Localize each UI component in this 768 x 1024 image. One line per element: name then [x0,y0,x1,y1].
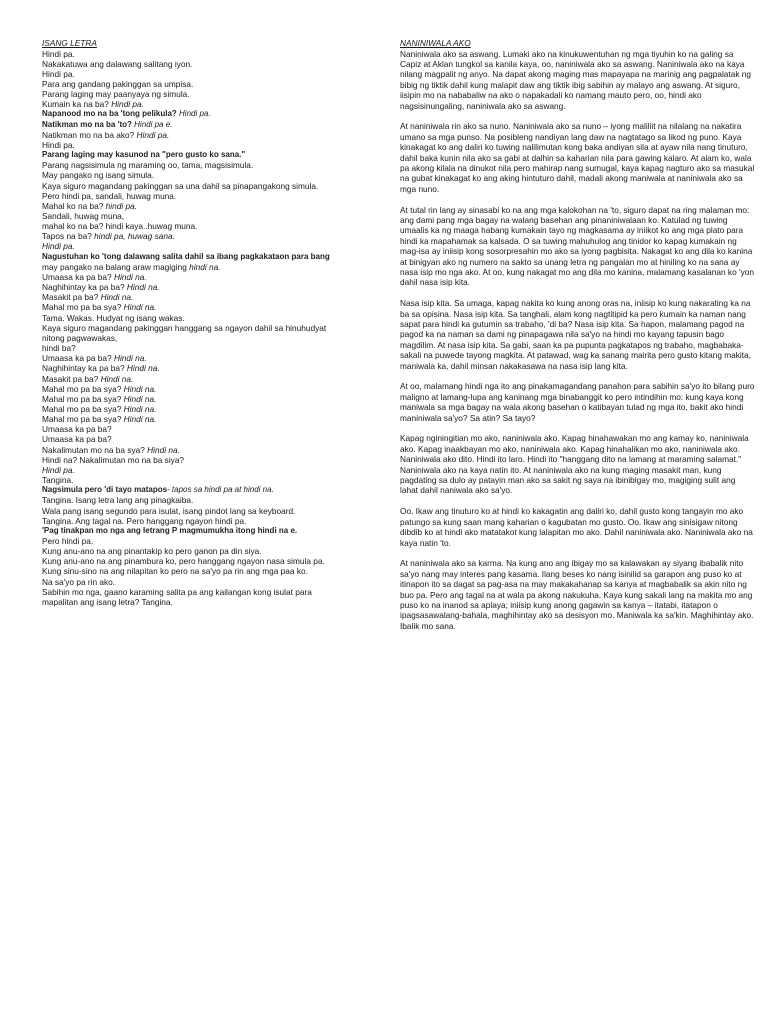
poem-line-reply: Hindi na. [100,373,134,384]
poem-line-text: Para ang gandang pakinggan sa umpisa. [42,78,194,89]
poem-line-text: Parang laging may kasunod na "pero gusto ko sana." [42,150,246,160]
poem-line-text: Mahal mo pa ba sya? [42,393,124,404]
poem-line-text: Hindi na? Nakalimutan mo na ba siya? [42,454,185,465]
poem-line-text: Na sa'yo pa rin ako. [42,576,116,587]
poem-line [42,597,382,607]
poem-line [42,302,382,312]
poem-line-text: Hindi pa. [42,48,75,59]
poem-line-text: Tangina. Isang letra lang ang pinagkaiba. [42,495,194,506]
essay-body [400,49,755,632]
poem-line [42,160,382,170]
poem-line-text: Natikman mo na ba 'to? [42,119,135,129]
essay-title: NANINIWALA AKO [400,38,471,48]
poem-line-text: Wala pang isang segundo para isulat, isang pindot lang sa keyboard. [42,505,296,516]
poem-line [42,170,382,180]
poem-line-text: Umaasa ka pa ba? [42,353,114,364]
poem-line [42,49,382,59]
poem-line [42,99,382,109]
poem-line-reply: Hindi na. [123,302,157,313]
poem-line-text: Mahal mo pa ba sya? [42,302,124,313]
poem-line [42,282,382,292]
poem-line-text: Kumain ka na ba? [42,99,112,110]
poem-line-text: Mahal ko na ba? [42,200,106,211]
poem-line-text: Tapos na ba? [42,231,95,242]
poem-line-text: Tama. Wakas. Hudyat ng isang wakas. [42,312,185,323]
poem-line [42,79,382,89]
poem-line-reply: Hindi na. [123,414,157,425]
poem-line-text: Napanood mo na ba 'tong pelikula? [42,109,180,119]
poem-line-text: 'Pag tinakpan mo nga ang letrang P magmumukha itong hindi na e. [42,525,298,535]
poem-line [42,475,382,485]
right-column [400,38,755,642]
poem-line [42,150,382,160]
poem-line [42,455,382,465]
poem-line [42,130,382,140]
poem-line-text: Nakalimutan mo na ba sya? [42,444,148,455]
poem-line-reply: Hindi na. [123,403,157,414]
poem-line-text: Hindi pa. [42,139,75,150]
poem-lines [42,49,382,608]
poem-line-text: Parang nagsisimula ng maraming oo, tama, magsisimula. [42,160,254,171]
poem-line [42,201,382,211]
poem-line-text: Tangina. Ang tagal na. Pero hanggang ngayon hindi pa. [42,515,247,526]
poem-line-reply: Hindi na. [147,444,180,455]
essay-paragraph: Oo. Ikaw ang tinuturo ko at hindi ko kakagatin ang daliri ko, dahil gusto kong tangayin mo ako patungo sa kung saan mang kaharian o kagubatan mo gusto. Oo. Ikaw ang sinisigaw nitong dibdib ko at hindi ako matatakot kung lalapitan mo ako. Dahil naniniwala ako. Naniniwala ako na kaya natin 'to. [400,506,753,548]
poem-line [42,353,382,363]
poem-line [42,221,382,231]
poem-line [42,526,382,536]
poem-line-text: Mahal mo pa ba sya? [42,414,124,425]
poem-line [42,566,382,576]
poem-line [42,333,382,343]
poem-line [42,343,382,353]
poem-line-text: Sandali, huwag muna, [42,211,125,221]
poem-line [42,252,382,262]
essay-paragraph: At tutal rin lang ay sinasabi ko na ang mga kalokohan na 'to, siguro dapat na ring malaman mo: ang dami pang mga bagay na walang basehan ang pinaniniwalaan ko. Katulad ng tuwing umaalis ka ng maaga habang kumakain tayo ng magkasama ay iniikot ko ang mga plato para hindi ka mapahamak sa kalsada. O sa tuwing mahuhulog ang tinidor ko kapag kumakain ng mag-isa ay iniisip kong sosorpresahin mo ako sa iyong pagbisita. Nakagat ko ang dila ko kanina at binigyan ako ng numero na sakto sa unang letra ng pangalan mo at hiniling ko na sana ay nasa isip mo nga ako. At oo, kung nakagat mo ang dila mo kanina, malamang kasalanan ko 'yon dahil nasa isip kita. [400,204,754,288]
poem-line [42,556,382,566]
poem-line [42,292,382,302]
poem-line [42,181,382,191]
poem-line [42,140,382,150]
poem-line-text: Pero hindi pa. [42,536,94,546]
poem-line-reply: Hindi pa. [111,99,144,110]
poem-line-text: Kung anu-ano na ang pinambura ko, pero hanggang ngayon nasa simula pa. [42,556,325,567]
poem-line-reply: hindi pa, huwag sana. [94,231,175,242]
poem-line-text: nitong pagwawakas, [42,332,118,343]
poem-line-text: Kung anu-ano na ang pinantakip ko pero ganon pa din siya. [42,546,262,557]
essay-paragraph: Nasa isip kita. Sa umaga, kapag nakita ko kung anong oras na, iniisip ko kung nakarating ka na ba sa opisina. Nasa isip kita. Sa tanghali, alam kong nagtitipid ka pero kumain ka naman nang sapat para hindi ka gutumin sa trabaho, 'di ba? Nasa isip kita. Sa hapon, malamang pagod na pagod ka na naman sa dami ng pinapagawa nila sa'yo na hindi mo kayang tapusin bago magdilim. At nasa isip kita. Sa gabi, saan ka pa pupunta pagkatapos ng trabaho, magbabaka-sakali na puwede tayong magkita. At patawad, wag ka sanang mairita pero gusto kitang makita, maniwala ka, dahil minsan nakakasawa na nasa isip lang kita. [400,298,751,371]
poem-line-text: Nagustuhan ko 'tong dalawang salita dahil sa ibang pagkakataon para bang [42,251,330,261]
poem-line [42,495,382,505]
essay-paragraph: Naniniwala ako sa aswang. Lumaki ako na kinukuwentuhan ng mga tiyuhin ko na galing sa Capiz at Aklan tungkol sa kanila kaya, oo, naniniwala ako sa aswang. Naniniwala ako na kaya nilang magpalit ng anyo. Na dapat akong maging mas mapayapa na marinig ang pagpalatak ng bibig ng tiktik dahil kung malapit daw ang tiktik ibig sabihin ay malayo ang aswang. At siguro, iisipin mo na nababaliw na ako o napakadali ko namang mauto pero, oo, hindi ako nagsisinungaling, naniniwala ako sa aswang. [400,48,752,111]
poem-line-text: Kaya siguro magandang pakinggan sa una dahil sa pinapangakong simula. [42,180,319,191]
poem-line-text: Pero hindi pa, sandali, huwag muna. [42,190,177,201]
poem-line [42,516,382,526]
poem-line-reply: Hindi na. [113,353,147,364]
poem-line [42,241,382,251]
poem-line [42,313,382,323]
poem-line [42,445,382,455]
poem-line-text: Hindi pa. [42,464,75,475]
poem-line [42,191,382,201]
poem-line-text: Mahal mo pa ba sya? [42,403,124,414]
essay-paragraph: At naniniwala ako sa karma. Na kung ano ang ibigay mo sa kalawakan ay siyang ibabalik nito sa'yo nang may interes pang kasama. Ilang beses ko nang isinilid sa garapon ang puso ko at itinapon ito sa dagat sa pag-asa na may makakahanap sa kanya at magbabalik sa akin nito ng buo pa. Pero ang tagal na at wala pa akong nakukuha. Kaya kung sakali lang na makita mo ang puso ko na inanod sa aplaya; iniisip kung anong gagawin sa kanya – itatabi, itatapon o ipagsasawalang-bahala, maghihintay ako sa desisyon mo. Maniwala ka sa'kin. Maghihintay ako. Ibalik mo sana. [400,558,754,631]
poem-line-text: Umaasa ka pa ba? [42,434,112,445]
poem-line-text: Parang laging may paanyaya ng simula. [42,89,190,100]
poem-line-text: May pangako ng isang simula. [42,170,155,181]
poem-line [42,323,382,333]
poem-line-text: Tangina. [42,475,74,486]
poem-line [42,546,382,556]
poem-line-text: Mahal mo pa ba sya? [42,383,124,394]
poem-line [42,89,382,99]
poem-line [42,231,382,241]
poem-line-reply: Hindi pa e. [134,119,173,129]
poem-line-reply: Hindi na. [126,282,160,293]
poem-line [42,414,382,424]
poem-line-reply: Hindi na. [123,393,157,404]
poem-line-text: Kung sinu-sino na ang nilapitan ko pero na sa'yo pa rin ang mga paa ko. [42,566,308,577]
poem-line-text: Hindi pa. [42,68,75,79]
poem-line [42,272,382,282]
poem-line-text: Hindi pa. [42,241,75,252]
poem-line [42,587,382,597]
poem-line-text: Nakakatuwa ang dalawang salitang iyon. [42,58,193,69]
poem-line [42,506,382,516]
poem-line [42,109,382,119]
poem-line [42,374,382,384]
poem-line [42,394,382,404]
essay-paragraph: Kapag nginingitian mo ako, naniniwala ako. Kapag hinahawakan mo ang kamay ko, naniniwala ako. Kapag inaakbayan mo ako, naniniwala ako. Kapag hinahalikan mo ako, naniniwala ako. Naniniwala ako dito. Hindi ito laro. Hindi ito "hanggang dito na lamang at maraming salamat." Naniniwala ako na kaya natin ito. At naniniwala ako na kung maging masakit man, kung pagdating sa dulo ay patayin man ako sa sakit ng saya na ibinibigay mo, magiging sulit ang lahat dahil naniwala ako sa'yo. [400,433,749,496]
poem-line [42,120,382,130]
poem-line [42,59,382,69]
poem-line [42,465,382,475]
poem-line [42,434,382,444]
poem-line-text: Naghihintay ka pa ba? [42,282,127,293]
poem-line-text: may pangako na balang araw magiging [42,261,190,272]
poem-line [42,424,382,434]
poem-line-reply: Hindi na. [123,383,157,394]
poem-line-text: Natikman mo na ba ako? [42,129,137,140]
poem-line-reply: Hindi na. [126,363,160,374]
poem-line-text: Umaasa ka pa ba? [42,424,112,435]
poem-line-reply: Hindi na. [100,292,134,303]
poem-line-reply: Hindi na. [113,271,147,282]
poem-line [42,384,382,394]
poem-line-text: Sabihin mo nga, gaano karaming salita pa ang kailangan kong isulat para [42,586,312,597]
poem-line-reply: - tapos sa hindi pa at hindi na. [167,485,274,495]
poem-title: ISANG LETRA [42,38,97,48]
poem-line-reply: Hindi pa. [179,109,211,119]
poem-line [42,69,382,79]
left-column [42,38,382,607]
poem-line [42,262,382,272]
essay-paragraph: At naniniwala rin ako sa nuno. Naniniwala ako sa nuno – iyong maliliit na nilalang na nakatira umano sa mga punso. Na posibleng nandiyan lang daw na nagtatago sa likod ng puno. Kaya kinakagat ko ang daliri ko tuwing nalilimutan kong baka andiyan sila at ayaw nila nang tinuturo, dahil baka kunin nila ako sa gabi at dalhin sa kaharian nila para gawing kalaro. At alam ko, wala pa akong kilala na dinukot nila pero mahirap nang sumugal, kaya kapag nagturo ako sa masukal na gubat kinakagat ko ang aking hintuturo dahil, madali akong maniwala at naniniwala ako sa mga nuno. [400,121,755,194]
poem-line-text: Nagsimula pero 'di tayo matapos [42,485,168,495]
poem-line-reply: Hindi pa. [136,129,170,140]
poem-line [42,363,382,373]
poem-line [42,404,382,414]
poem-line [42,577,382,587]
poem-line-text: Kaya siguro magandang pakinggan hanggang sa ngayon dahil sa hinuhudyat [42,322,327,333]
poem-line-text: Masakit pa ba? [42,292,101,303]
poem-line-text: hindi ba? [42,343,76,354]
poem-line-text: Masakit pa ba? [42,373,101,384]
poem-line-text: mapalitan ang isang letra? Tangina. [42,596,173,607]
essay-paragraph: At oo, malamang hindi nga ito ang pinakamagandang panahon para sabihin sa'yo ito bilang puro maligno at lamang-lupa ang kaninang mga binabanggit ko pero intindihin mo: kung kaya kong maniwala sa mga bagay na wala akong basehan o katibayan tulad ng mga ito, bakit ako hindi maniniwala sa'yo? Sa atin? Sa tayo? [400,381,755,423]
poem-line [42,485,382,495]
poem-line-text: Umaasa ka pa ba? [42,271,114,282]
poem-line-reply: hindi pa. [105,200,138,211]
poem-line-text: Naghihintay ka pa ba? [42,363,127,374]
poem-line-text: mahal ko na ba? hindi kaya..huwag muna. [42,221,198,232]
poem-line [42,536,382,546]
poem-line-reply: hindi na. [189,261,221,272]
poem-line [42,211,382,221]
